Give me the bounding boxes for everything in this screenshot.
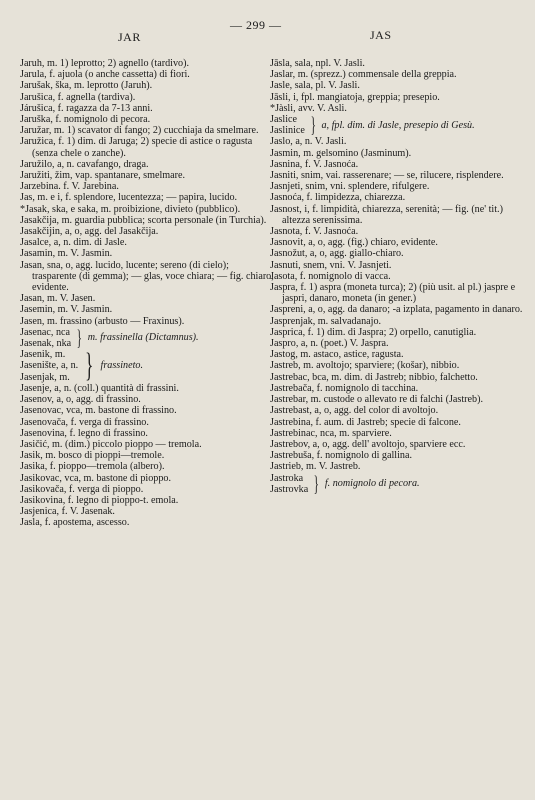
dictionary-entry: Jarula, f. ajuola (o anche cassetta) di fiori. (20, 69, 190, 81)
dictionary-entry: Jasen, m. frassino (arbusto — Fraxinus). (20, 315, 185, 327)
dictionary-entry: Jāsli, i, fpl. mangiatoja, greppia; presepio. (270, 91, 440, 103)
headword: Jasenište, a, n. (20, 360, 79, 372)
dictionary-entry: Jaružilo, a, n. cavafango, draga. (20, 158, 149, 170)
dictionary-entry: Jasenov, a, o, agg. di frassino. (20, 394, 141, 406)
dictionary-entry: Jasakčija, m. guardia pubblica; scorta personale (in Turchia). (20, 214, 267, 226)
dictionary-entry: Jasprenjak, m. salvadanajo. (270, 315, 382, 327)
dictionary-entry: Jasamin, m. V. Jasmin. (20, 248, 113, 260)
dictionary-entry: Jasota, f. nomignolo di vacca. (270, 270, 391, 282)
headword: Jasenak, nka (20, 338, 72, 350)
dictionary-entry: Jasnoća, f. limpidezza, chiarezza. (270, 192, 406, 204)
dictionary-entry: Jastrebina, f. aum. di Jastreb; specie di falcone. (270, 416, 461, 428)
dictionary-entry: Jasan, sna, o, agg. lucido, lucente; sereno (di cielo); trasparente (di gemma); — glas, voce chiara; — fig. chiaro, evidente. (20, 259, 274, 294)
dictionary-entry: Jasikovača, f. verga di pioppo. (20, 483, 144, 495)
dictionary-entry: Jasika, f. pioppo—tremola (albero). (20, 461, 165, 473)
headword: Jastroka (270, 472, 304, 484)
bracketed-definition: frassineto. (100, 360, 144, 372)
dictionary-entry: Jasnost, i, f. limpidità, chiarezza, serenità; — fig. (ne' tit.) altezza serenissima. (270, 203, 503, 226)
dictionary-entry: Jaspro, a, n. (poet.) V. Jaspra. (270, 338, 389, 350)
dictionary-entry: Jaružar, m. 1) scavator di fango; 2) cucchiaja da smelmare. (20, 125, 259, 137)
headword: Jaslinice (270, 125, 305, 137)
dictionary-entry: Jasik, m. bosco di pioppi—tremole. (20, 450, 165, 462)
dictionary-entry: Jasičić, m. (dim.) piccolo pioppo — tremola. (20, 438, 202, 450)
headword: Jasenik, m. (20, 349, 66, 361)
dictionary-entry: Jasprica, f. 1) dim. di Jaspra; 2) orpello, canutiglia. (270, 326, 477, 338)
dictionary-entry: Jastrebac, bca, m. dim. di Jastreb; nibbio, falchetto. (270, 371, 478, 383)
dictionary-entry: Jastrebinac, nca, m. sparviere. (270, 427, 392, 439)
brace-glyph: } (76, 325, 83, 351)
dictionary-entry: Jastrebar, m. custode o allevato re di falchi (Jastreb). (270, 394, 483, 406)
dictionary-entry: Jasnjeti, snim, vni. splendere, rifulgere. (270, 181, 430, 193)
dictionary-entry: Jastrieb, m. V. Jastreb. (270, 461, 361, 473)
dictionary-entry: Jastrebuša, f. nomignolo di gallina. (270, 450, 413, 462)
dictionary-entry: Jasemin, m. V. Jasmin. (20, 304, 113, 316)
dictionary-entry: Jasnota, f. V. Jasnoća. (270, 226, 359, 238)
dictionary-entry: Jastog, m. astaco, astice, ragusta. (270, 349, 404, 361)
bracketed-definition: m. frassinella (Dictamnus). (87, 332, 199, 344)
dictionary-entry: *Jàsli, avv. V. Asli. (270, 102, 347, 114)
bracketed-entry-group (270, 470, 528, 496)
dictionary-entry: Jaslar, m. (sprezz.) commensale della greppia. (270, 69, 457, 81)
dictionary-entry: Jasenje, a, n. (coll.) quantità di frassini. (20, 382, 179, 394)
dictionary-entry: Jasenovac, vca, m. bastone di frassino. (20, 405, 177, 417)
dictionary-entry: Jāsla, sala, npl. V. Jasli. (270, 58, 365, 69)
dictionary-entry: Jaslo, a, n. V. Jasli. (270, 136, 347, 148)
dictionary-entry: Jaruška, f. nomignolo di pecora. (20, 114, 151, 126)
brace-glyph: } (310, 112, 316, 138)
dictionary-entry: Jasnožut, a, o, agg. giallo-chiaro. (270, 248, 404, 260)
dictionary-entry: Jaružiti, žim, vap. spantanare, smelmare. (20, 170, 186, 182)
right-column (270, 58, 528, 495)
dictionary-entry: Jarušica, f. agnella (tardiva). (20, 91, 136, 103)
dictionary-entry: Jasnovit, a, o, agg. (fig.) chiaro, evidente. (270, 237, 438, 249)
dictionary-entry: Jastrebast, a, o, agg. del color di avoltojo. (270, 405, 439, 417)
page-number: — 299 — (230, 18, 282, 32)
bracketed-entry-group (270, 114, 528, 136)
dictionary-entry: Jasan, m. V. Jasen. (20, 293, 96, 305)
dictionary-entry: Jaspreni, a, o, agg. da danaro; -a izplata, pagamento in danaro. (270, 304, 523, 316)
bracketed-entry-group (20, 327, 275, 349)
dictionary-entry: Jasikovina, f. legno di pioppo-t. emola. (20, 494, 179, 506)
headword: Jasenjak, m. (20, 371, 70, 383)
dictionary-entry: Jasle, sala, pl. V. Jasli. (270, 80, 360, 92)
dictionary-entry: Jaruh, m. 1) leprotto; 2) agnello (tardivo). (20, 58, 189, 69)
bracketed-entry-group (20, 349, 275, 383)
dictionary-entry: Jaspra, f. 1) aspra (moneta turca); 2) (più usit. al pl.) jaspre e jaspri, danaro, moneta (in gener.) (270, 282, 516, 305)
dictionary-entry: Jastrebov, a, o, agg. dell' avoltojo, sparviere ecc. (270, 438, 466, 450)
dictionary-entry: Jasikovac, vca, m. bastone di pioppo. (20, 472, 171, 484)
headword: Jasenac, nca (20, 326, 71, 338)
bracketed-definition: a, fpl. dim. di Jasle, presepio di Gesù. (321, 119, 475, 131)
dictionary-entry: Jasniti, snim, vai. rasserenare; — se, rilucere, risplendere. (270, 170, 504, 182)
dictionary-entry: Jasmin, m. gelsomino (Jasminum). (270, 147, 412, 159)
brace-glyph: } (313, 470, 320, 496)
left-column (20, 58, 275, 529)
dictionary-entry: Jasenovača, f. verga di frassino. (20, 416, 149, 428)
dictionary-entry: Jasenovina, f. legno di frassino. (20, 427, 148, 439)
page-header (0, 16, 535, 44)
dictionary-entry: Jasla, f. apostema, ascesso. (20, 517, 130, 529)
dictionary-entry: Jaružica, f. 1) dim. di Jaruga; 2) specie di astice o ragusta (senza chele o zanche). (20, 136, 253, 159)
headword: Jaslice (270, 114, 297, 126)
dictionary-entry: Jastreb, m. avoltojo; sparviere; (košar), nibbio. (270, 360, 460, 372)
header-left-guideword: JAR (118, 30, 141, 44)
dictionary-entry: Jas, m. e i, f. splendore, lucentezza; — papira, lucido. (20, 192, 238, 204)
dictionary-entry: Jastrebača, f. nomignolo di tacchina. (270, 382, 419, 394)
headword: Jastrovka (270, 483, 309, 495)
dictionary-entry: Járušica, f. ragazza da 7-13 anni. (20, 102, 153, 114)
brace-glyph: } (85, 347, 94, 385)
dictionary-entry: Jarzebina. f. V. Jarebina. (20, 181, 119, 193)
dictionary-entry: Jasakčijin, a, o, agg. del Jasakčija. (20, 226, 159, 238)
dictionary-entry: Jasnuti, snem, vni. V. Jasnjeti. (270, 259, 392, 271)
bracketed-definition: f. nomignolo di pecora. (324, 478, 420, 490)
header-right-guideword: JAS (370, 28, 392, 42)
dictionary-entry: Jasalce, a, n. dim. di Jasle. (20, 237, 127, 249)
dictionary-entry: *Jasak, ska, e saka, m. proibizione, divieto (pubblico). (20, 203, 241, 215)
dictionary-entry: Jasjenica, f. V. Jasenak. (20, 506, 115, 518)
dictionary-entry: Jasnina, f. V. Jasnoća. (270, 158, 359, 170)
dictionary-entry: Jarušak, ška, m. leprotto (Jaruh). (20, 80, 153, 92)
